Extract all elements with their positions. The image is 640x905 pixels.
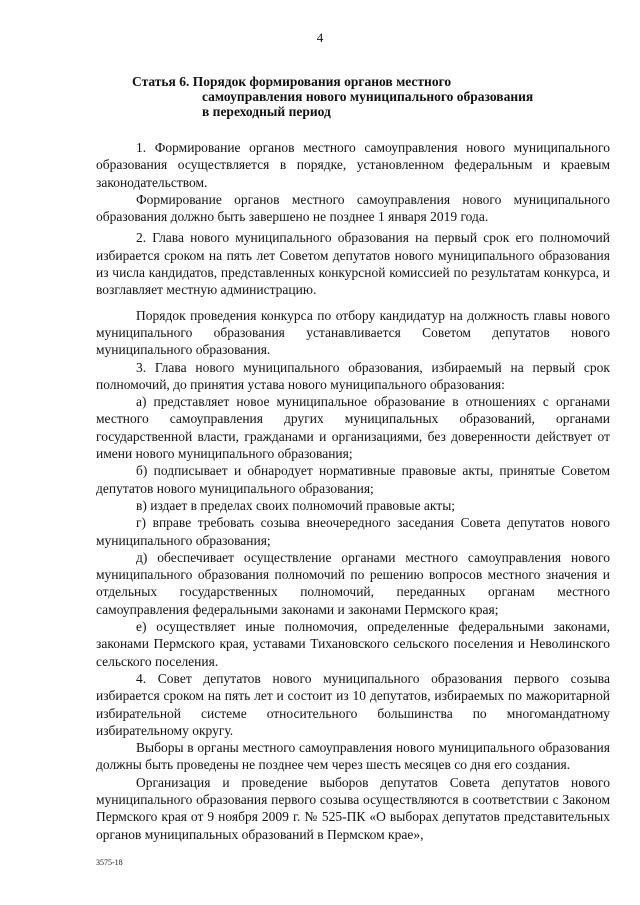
paragraph-9: г) вправе требовать созыва внеочередного заседания Совета депутатов нового муниципального образования;	[96, 515, 610, 548]
paragraph-1: 1. Формирование органов местного самоуправления нового муниципального образования осуществляется в порядке, установленном федеральным и краевым законодательством.	[96, 140, 610, 190]
article-heading-line-3: в переходный период	[202, 104, 331, 119]
paragraph-2: Формирование органов местного самоуправления нового муниципального образования должно быть завершено не позднее 1 января 2019 года.	[96, 191, 610, 225]
article-heading-line-2: самоуправления нового муниципального образования	[202, 89, 534, 104]
paragraph-3: 2. Глава нового муниципального образования на первый срок его полномочий избирается сроком на пять лет Советом депутатов нового муниципального образования из числа кандидатов, представленных конкурсной комиссией по результатам конкурса, и возглавляет местную администрацию.	[96, 230, 610, 298]
paragraph-13: Выборы в органы местного самоуправления нового муниципального образования должны быть проведены не позднее чем через шесть месяцев со дня его создания.	[96, 740, 610, 773]
paragraph-7: б) подписывает и обнародует нормативные правовые акты, принятые Советом депутатов нового муниципального образования;	[96, 463, 610, 496]
paragraph-12: 4. Совет депутатов нового муниципального образования первого созыва избирается сроком на пять лет и состоит из 10 депутатов, избираемых по мажоритарной избирательной системе относительного большинства по многомандатному избирательному округу.	[96, 670, 610, 738]
footer-document-code: 3575-18	[96, 858, 123, 867]
paragraph-6: а) представляет новое муниципальное образование в отношениях с органами местного самоуправления других муниципальных образований, органами государственной власти, гражданами и организациями, без доверенности действует от имени нового муниципального образования;	[96, 394, 610, 462]
paragraph-4: Порядок проведения конкурса по отбору кандидатур на должность главы нового муниципального образования устанавливается Советом депутатов нового муниципального образования.	[96, 307, 610, 358]
paragraph-10: д) обеспечивает осуществление органами местного самоуправления нового муниципального образования полномочий по решению вопросов местного значения и отдельных государственных полномочий, переданных органам местного самоуправления федеральными законами и законами Пермского края;	[96, 549, 610, 617]
article-heading-line-1: Статья 6. Порядок формирования органов местного	[132, 74, 452, 89]
article-heading	[132, 74, 572, 119]
article-body	[96, 139, 610, 843]
paragraph-14: Организация и проведение выборов депутатов Совета депутатов нового муниципального образования первого созыва осуществляются в соответствии с Законом Пермского края от 9 ноября 2009 г. № 525-ПК «О выборах депутатов представительных органов муниципальных образований в Пермском крае»,	[96, 774, 610, 842]
paragraph-8: в) издает в пределах своих полномочий правовые акты;	[136, 497, 456, 513]
page-number: 4	[316, 30, 324, 45]
paragraph-5: 3. Глава нового муниципального образования, избираемый на первый срок полномочий, до принятия устава нового муниципального образования:	[96, 359, 610, 392]
paragraph-11: е) осуществляет иные полномочия, определенные федеральными законами, законами Пермского края, уставами Тихановского сельского поселения и Неволинского сельского поселения.	[96, 619, 610, 669]
